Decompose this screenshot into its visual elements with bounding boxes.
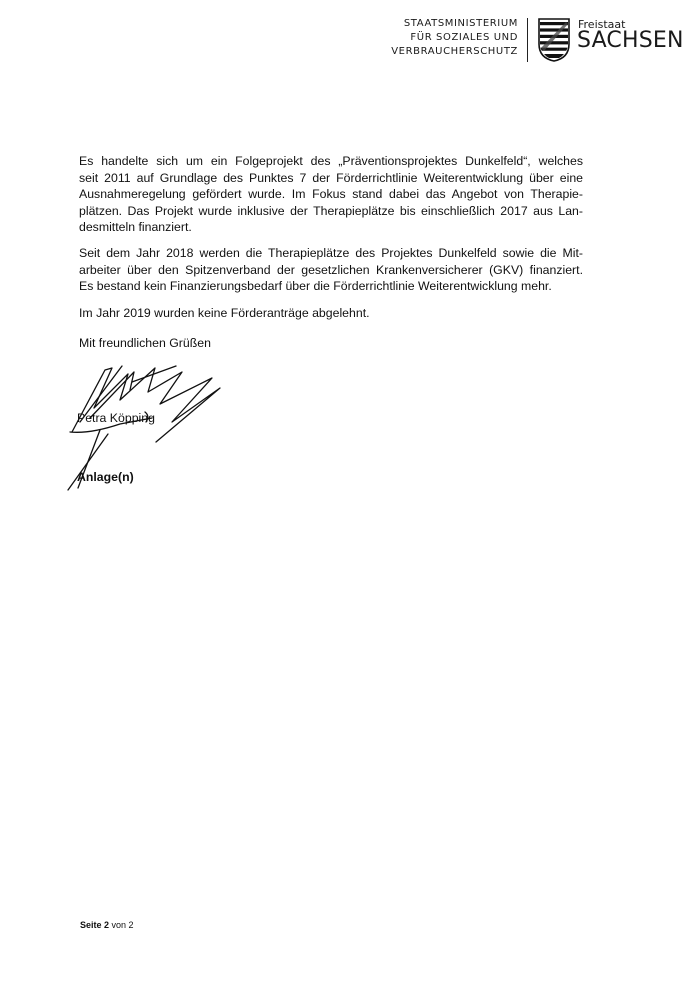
signer-name: Petra Köpping xyxy=(77,411,155,425)
text-line: Im Jahr 2019 wurden keine Förderanträge abgelehnt. xyxy=(79,306,370,320)
text-line: Es handelte sich um ein Folgeprojekt des „Präventionsprojektes Dunkelfeld“, welches xyxy=(79,154,583,168)
handwritten-signature xyxy=(60,360,250,495)
attachment-label: Anlage(n) xyxy=(77,470,134,484)
text-line: Es bestand kein Finanzierungsbedarf über die Förderrichtlinie Weiterentwicklung mehr. xyxy=(79,279,552,293)
ministry-name xyxy=(391,17,518,59)
text-line: desmitteln finanziert. xyxy=(79,220,192,234)
coat-of-arms-icon xyxy=(538,18,570,62)
ministry-name-line-2: FÜR SOZIALES UND xyxy=(410,32,518,43)
text-line: plätzen. Das Projekt wurde inklusive der Therapieplätze bis einschließlich 2017 aus Lan- xyxy=(79,203,583,218)
header-divider xyxy=(527,18,528,62)
closing-salutation xyxy=(79,335,583,352)
paragraph-3 xyxy=(79,305,583,322)
text-line: seit 2011 auf Grundlage des Punktes 7 der Förderrichtlinie Weiterentwicklung über eine xyxy=(79,170,583,185)
ministry-name-line-3: VERBRAUCHERSCHUTZ xyxy=(391,46,518,57)
text-line: Ausnahmeregelung gefördert wurde. Im Fokus stand dabei das Angebot von Therapie- xyxy=(79,187,583,201)
state-name-large: SACHSEN xyxy=(577,28,684,53)
text-line: Seit dem Jahr 2018 werden die Therapieplätze des Projektes Dunkelfeld sowie die Mit- xyxy=(79,246,583,260)
paragraph-1 xyxy=(79,153,583,236)
text-line: arbeiter über den Spitzenverband der gesetzlichen Krankenversicherer (GKV) finanziert. xyxy=(79,262,583,277)
state-name-small: Freistaat xyxy=(578,18,626,31)
page-number xyxy=(80,920,134,930)
page-number-current: Seite 2 xyxy=(80,920,110,930)
paragraph-2 xyxy=(79,245,583,295)
closing-text: Mit freundlichen Grüßen xyxy=(79,336,211,350)
ministry-name-line-1: STAATSMINISTERIUM xyxy=(403,18,518,29)
page-number-total: von 2 xyxy=(109,920,134,930)
